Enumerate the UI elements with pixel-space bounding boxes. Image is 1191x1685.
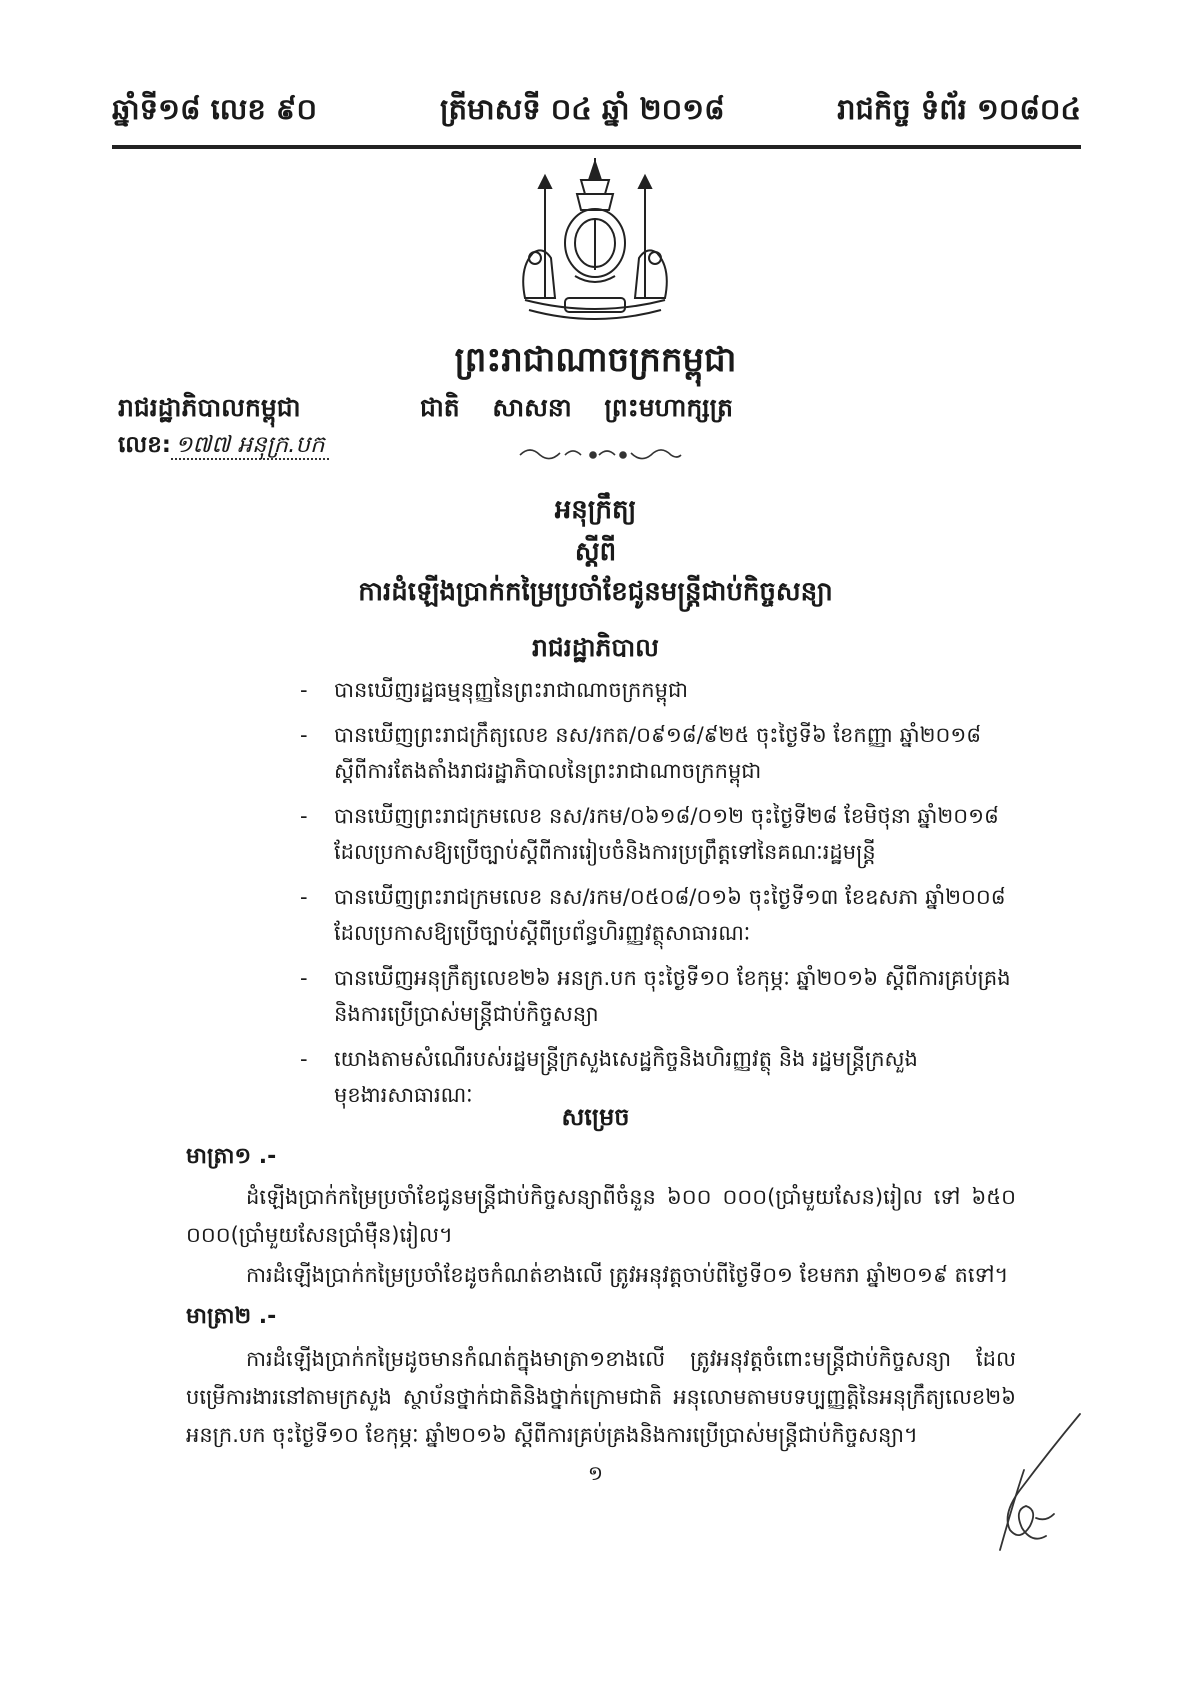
document-about: ស្តីពី xyxy=(574,537,617,567)
article-1-heading: មាត្រា១ .- xyxy=(186,1144,277,1169)
government-name: រាជរដ្ឋាភិបាលកម្ពុជា xyxy=(118,393,301,422)
document-type: អនុក្រឹត្យ xyxy=(554,495,637,525)
preamble-item: - បានឃើញព្រះរាជក្រមលេខ នស/រកម/០៦១៨/០១២ ចុះថ្ងៃទី២៨ ខែមិថុនា ឆ្នាំ២០១៨ ដែលប្រកាសឱ្យប្រើច្បាប់ស្តីពីការរៀបចំនិងការប្រព្រឹត្តទៅនៃគណៈរដ្ឋមន្ត្រី xyxy=(300,798,1020,870)
header-quarter: ត្រីមាសទី ០៤ ឆ្នាំ ២០១៨ xyxy=(440,92,725,126)
preamble-list xyxy=(300,672,1020,1122)
kingdom-heading: ព្រះរាជាណាចក្រកម្ពុជា xyxy=(454,340,737,380)
preamble-item: - យោងតាមសំណើរបស់រដ្ឋមន្ត្រីក្រសួងសេដ្ឋកិច្ចនិងហិរញ្ញវត្ថុ និង រដ្ឋមន្ត្រីក្រសួងមុខងារសាធារណៈ xyxy=(300,1041,1020,1113)
article-2-paragraph-1: ការដំឡើងប្រាក់កម្រៃដូចមានកំណត់ក្នុងមាត្រា១ខាងលើ ត្រូវអនុវត្តចំពោះមន្ត្រីជាប់កិច្ចសន្យា ដែលបម្រើការងារនៅតាមក្រសួង ស្ថាប័នថ្នាក់ជាតិនិងថ្នាក់ក្រោមជាតិ អនុលោមតាមបទប្បញ្ញត្តិនៃអនុក្រឹត្យលេខ២៦ អនក្រ.បក ចុះថ្ងៃទី១០ ខែកុម្ភៈ ឆ្នាំ២០១៦ ស្តីពីការគ្រប់គ្រងនិងការប្រើប្រាស់មន្ត្រីជាប់កិច្ចសន្យា។ xyxy=(186,1347,1016,1447)
page-number: ១ xyxy=(587,1461,604,1485)
decision-heading: សម្រេច xyxy=(561,1103,630,1131)
issuer-heading: រាជរដ្ឋាភិបាល xyxy=(532,633,659,662)
preamble-item: - បានឃើញព្រះរាជក្រមលេខ នស/រកម/០៥០៨/០១៦ ចុះថ្ងៃទី១៣ ខែឧសភា ឆ្នាំ២០០៨ ដែលប្រកាសឱ្យប្រើច្បាប់ស្តីពីប្រព័ន្ធហិរញ្ញវត្ថុសាធារណៈ xyxy=(300,879,1020,951)
document-subject: ការដំឡើងប្រាក់កម្រៃប្រចាំខែជូនមន្ត្រីជាប់កិច្ចសន្យា xyxy=(358,577,833,607)
preamble-item: - បានឃើញព្រះរាជក្រឹត្យលេខ នស/រកត/០៩១៨/៩២៥ ចុះថ្ងៃទី៦ ខែកញ្ញា ឆ្នាំ២០១៨ ស្តីពីការតែងតាំងរាជរដ្ឋាភិបាលនៃព្រះរាជាណាចក្រកម្ពុជា xyxy=(300,717,1020,789)
document-number-value: ១៧៧ អនុក្រ.បក xyxy=(171,432,329,460)
handwritten-signature xyxy=(980,1410,1090,1560)
royal-coat-of-arms-icon xyxy=(505,158,685,328)
national-motto: ជាតិ សាសនា ព្រះមហាក្សត្រ xyxy=(420,393,733,422)
document-number xyxy=(118,431,329,464)
header-divider xyxy=(112,145,1081,149)
decorative-flourish-icon xyxy=(515,443,685,465)
header-issue-number: ឆ្នាំទី១៨ លេខ ៩០ xyxy=(112,92,317,126)
header-page-ref: រាជកិច្ច ទំព័រ ១០៨០៤ xyxy=(837,92,1081,126)
article-1-paragraph-1: ដំឡើងប្រាក់កម្រៃប្រចាំខែជូនមន្ត្រីជាប់កិច្ចសន្យាពីចំនួន ៦០០ ០០០(ប្រាំមួយសែន)រៀល ទៅ ៦៥០ ០០០(ប្រាំមួយសែនប្រាំម៉ឺន)រៀល។ xyxy=(186,1185,1016,1247)
preamble-item: - បានឃើញរដ្ឋធម្មនុញ្ញនៃព្រះរាជាណាចក្រកម្ពុជា xyxy=(300,672,1020,708)
preamble-item: - បានឃើញអនុក្រឹត្យលេខ២៦ អនក្រ.បក ចុះថ្ងៃទី១០ ខែកុម្ភៈ ឆ្នាំ២០១៦ ស្តីពីការគ្រប់គ្រង និងការប្រើប្រាស់មន្ត្រីជាប់កិច្ចសន្យា xyxy=(300,960,1020,1032)
document-number-label: លេខ: xyxy=(118,432,171,458)
article-1-paragraph-2: ការដំឡើងប្រាក់កម្រៃប្រចាំខែដូចកំណត់ខាងលើ ត្រូវអនុវត្តចាប់ពីថ្ងៃទី០១ ខែមករា ឆ្នាំ២០១៩ តទៅ។ xyxy=(246,1263,1009,1287)
article-2-heading: មាត្រា២ .- xyxy=(186,1304,277,1329)
